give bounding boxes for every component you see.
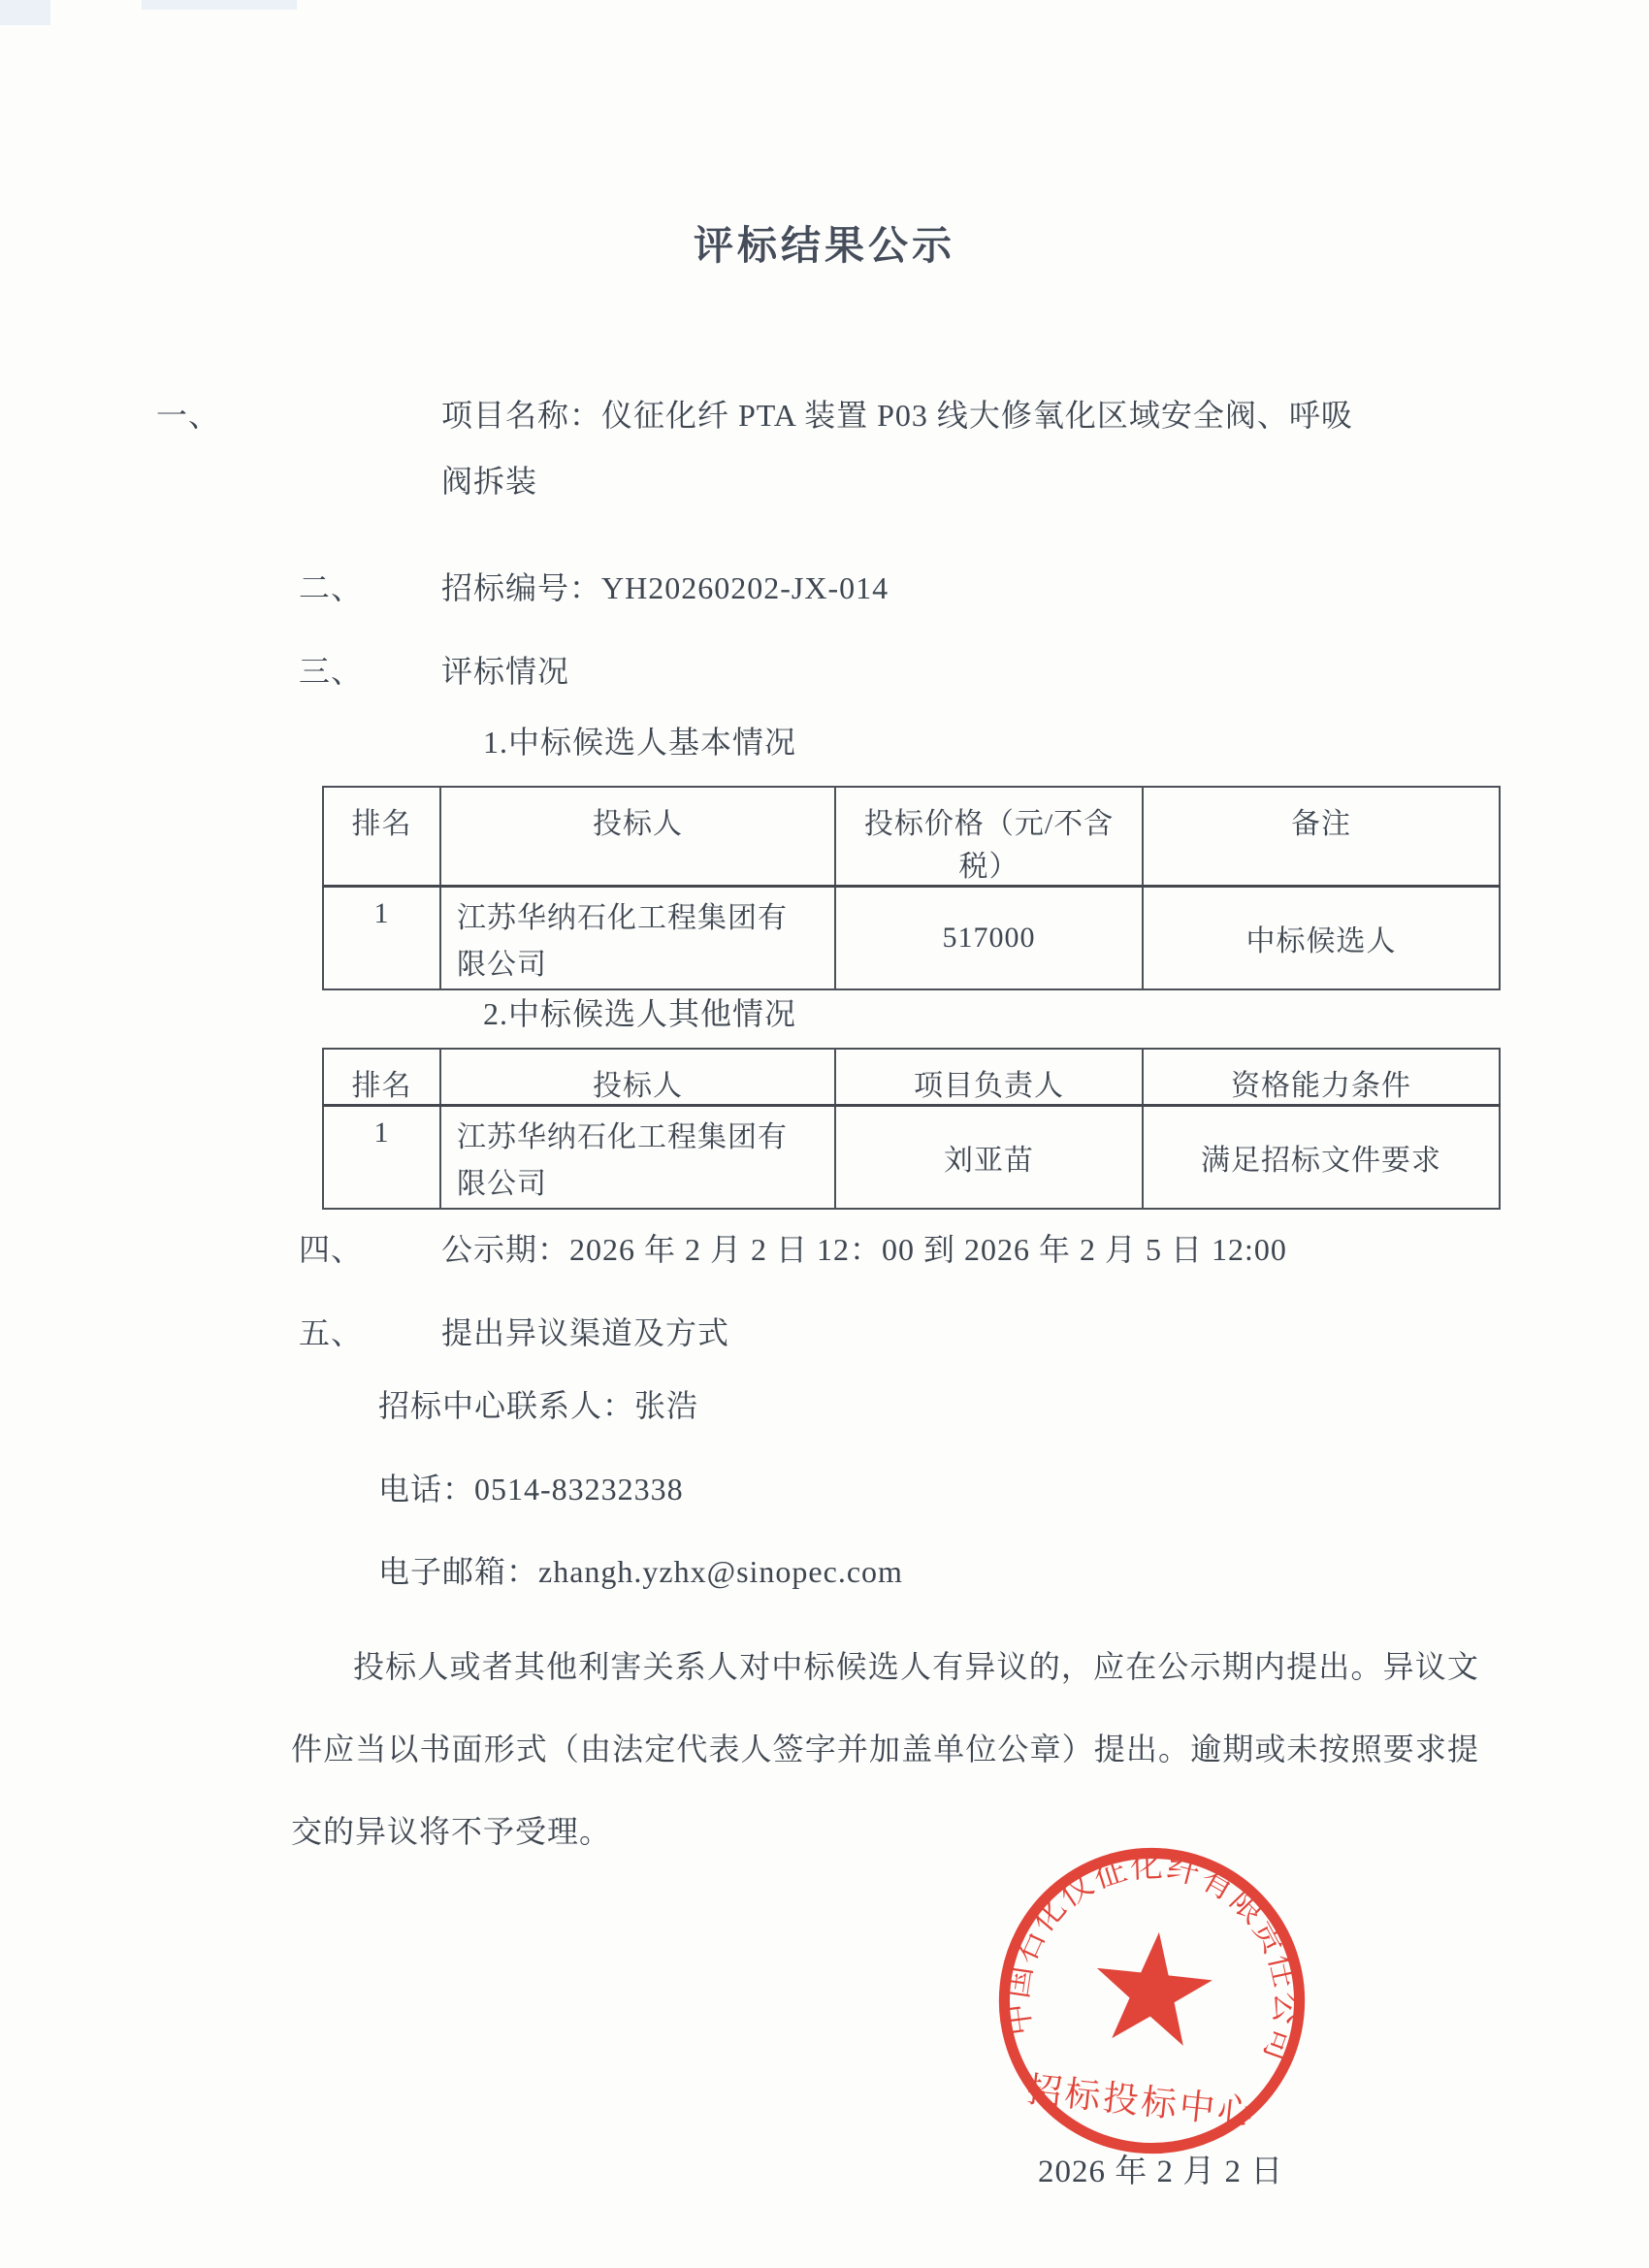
- table-header-row: [323, 1049, 1500, 1106]
- header-qualification: 资格能力条件: [1143, 1049, 1500, 1106]
- seal-star: [1090, 1927, 1217, 2049]
- objection-notice-paragraph: 投标人或者其他利害关系人对中标候选人有异议的，应在公示期内提出。异议文件应当以书面形式（由法定代表人签字并加盖单位公章）提出。逾期或未按照要求提交的异议将不予受理。: [291, 1649, 1479, 1849]
- header-rank: 排名: [323, 787, 440, 887]
- item-project-name: [156, 382, 1358, 514]
- scan-artifact: [0, 0, 50, 25]
- subheading-basic-info: 1.中标候选人基本情况: [483, 725, 797, 760]
- header-rank: 排名: [323, 1049, 440, 1106]
- item-text: 项目名称：仪征化纤 PTA 装置 P03 线大修氧化区域安全阀、呼吸阀拆装: [441, 398, 1353, 499]
- item-text: 招标编号：YH20260202-JX-014: [441, 570, 889, 605]
- page-title: 评标结果公示: [694, 223, 955, 268]
- cell-price: 517000: [835, 887, 1143, 990]
- company-seal: [957, 1806, 1346, 2195]
- item-marker: 五、: [299, 1315, 364, 1350]
- cell-rank: 1: [323, 887, 440, 990]
- cell-qualification: 满足招标文件要求: [1143, 1106, 1500, 1210]
- item-publicity-period: [299, 1216, 1511, 1282]
- basic-candidates-table: [322, 786, 1501, 990]
- seal-company-arc-text: 中国石化仪征化纤有限责任公司: [998, 1848, 1306, 2068]
- item-text: 评标情况: [441, 654, 570, 689]
- header-bidder: 投标人: [440, 787, 835, 887]
- header-bidder: 投标人: [440, 1049, 835, 1106]
- item-marker: 四、: [299, 1232, 364, 1267]
- cell-bidder: 江苏华纳石化工程集团有限公司: [440, 1106, 835, 1210]
- contact-email: 电子邮箱：zhangh.yzhx@sinopec.com: [378, 1554, 903, 1589]
- item-marker: 一、: [156, 398, 221, 433]
- item-objection-channel: [299, 1300, 729, 1366]
- table-header-row: [323, 787, 1500, 887]
- item-text: 公示期：2026 年 2 月 2 日 12：00 到 2026 年 2 月 5 日 12:00: [441, 1232, 1287, 1267]
- cell-remark: 中标候选人: [1143, 887, 1500, 990]
- item-evaluation: [299, 638, 569, 704]
- header-price: 投标价格（元/不含税）: [835, 787, 1143, 887]
- seal-center-text: 招标投标中心: [1024, 2069, 1258, 2133]
- item-marker: 二、: [299, 570, 364, 605]
- contact-phone: 电话：0514-83232338: [378, 1472, 684, 1507]
- header-remark: 备注: [1143, 787, 1500, 887]
- header-project-leader: 项目负责人: [835, 1049, 1143, 1106]
- cell-rank: 1: [323, 1106, 440, 1210]
- table-row: [323, 887, 1500, 990]
- subheading-other-info: 2.中标候选人其他情况: [483, 996, 797, 1031]
- scan-artifact: [142, 0, 297, 10]
- sign-date: 2026 年 2 月 2 日: [1038, 2155, 1284, 2189]
- cell-bidder: 江苏华纳石化工程集团有限公司: [440, 887, 835, 990]
- contact-person: 招标中心联系人：张浩: [378, 1388, 699, 1423]
- cell-project-leader: 刘亚苗: [835, 1106, 1143, 1210]
- item-marker: 三、: [299, 654, 364, 689]
- other-candidates-table: [322, 1048, 1501, 1210]
- item-text: 提出异议渠道及方式: [441, 1315, 730, 1350]
- table-row: [323, 1106, 1500, 1210]
- item-tender-number: [299, 555, 889, 621]
